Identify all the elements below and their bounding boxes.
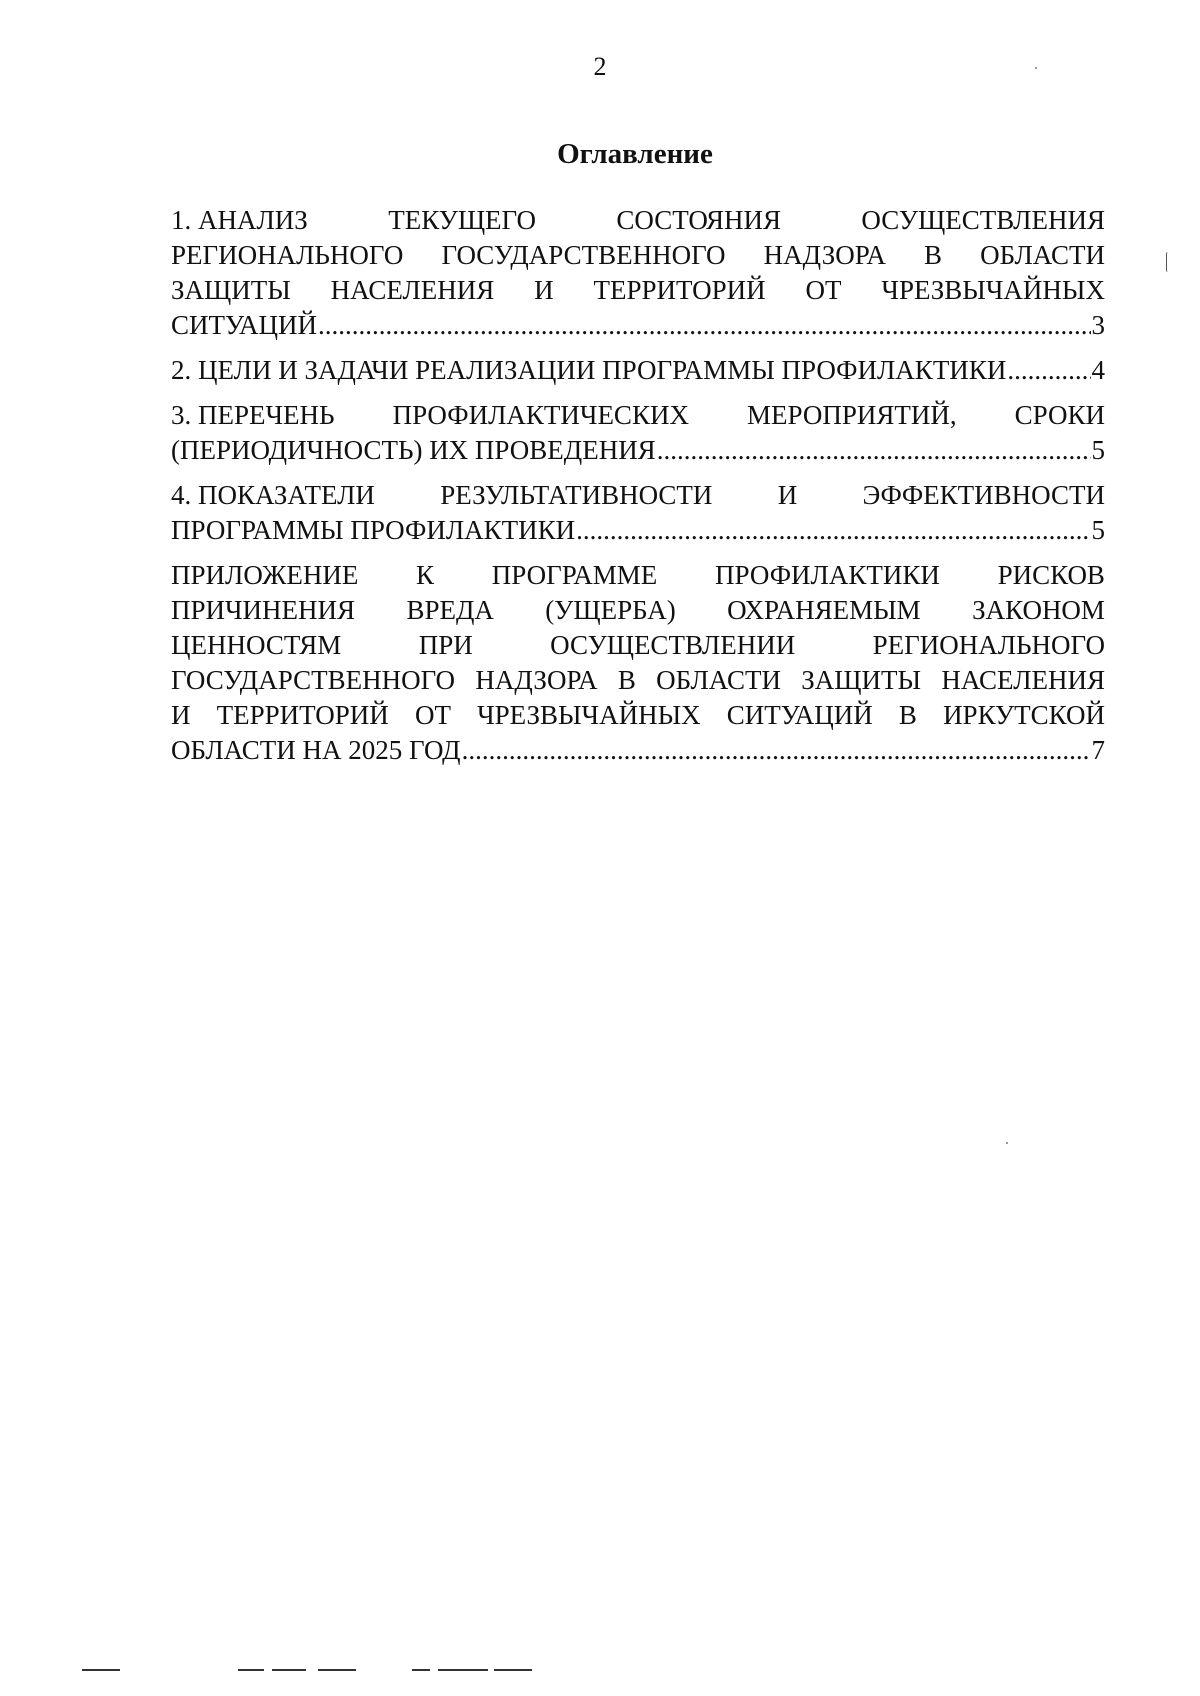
- toc-entry-text: 2. ЦЕЛИ И ЗАДАЧИ РЕАЛИЗАЦИИ ПРОГРАММЫ ПРОФИЛАКТИКИ: [171, 355, 1007, 385]
- toc-entry-line: [171, 558, 1105, 593]
- toc-entry-last-line: [171, 513, 1105, 548]
- dot-leader: [1007, 353, 1090, 388]
- toc-word: ПРОФИЛАКТИЧЕСКИХ: [392, 400, 689, 430]
- toc-entry-line: [171, 628, 1105, 663]
- toc-word: ТЕРРИТОРИЙ: [216, 700, 389, 730]
- toc-entry-text: СИТУАЦИЙ: [171, 310, 317, 340]
- toc-word: ПРИ: [418, 630, 473, 660]
- toc-word: РЕГИОНАЛЬНОГО: [171, 240, 404, 270]
- toc-word: ЦЕННОСТЯМ: [171, 630, 342, 660]
- toc-word: РЕГИОНАЛЬНОГО: [872, 630, 1105, 660]
- toc-word: ТЕКУЩЕГО: [388, 205, 536, 235]
- toc-word: СИТУАЦИЙ: [726, 700, 873, 730]
- toc-word: ОТ: [414, 700, 451, 730]
- dot-leader: [657, 433, 1091, 468]
- toc-page-number: 4: [1091, 355, 1105, 385]
- toc-word: ПРИЛОЖЕНИЕ: [171, 560, 359, 590]
- scan-margin-mark: [1166, 252, 1170, 272]
- toc-word: ЗАКОНОМ: [972, 595, 1105, 625]
- toc-word: В: [898, 700, 917, 730]
- toc-word: 3. ПЕРЕЧЕНЬ: [171, 400, 335, 430]
- scan-edge-mark: [412, 1669, 430, 1671]
- toc-entry: [171, 203, 1105, 343]
- toc-word: ОБЛАСТИ: [980, 240, 1105, 270]
- toc-entry-line: [171, 478, 1105, 513]
- toc-word: ЧРЕЗВЫЧАЙНЫХ: [881, 275, 1105, 305]
- dot-leader: [462, 733, 1091, 768]
- toc-word: ГОСУДАРСТВЕННОГО: [171, 665, 456, 695]
- toc-entry-text: ПРОГРАММЫ ПРОФИЛАКТИКИ: [171, 515, 576, 545]
- scan-speck: [1006, 1142, 1008, 1144]
- toc-word: К: [416, 560, 435, 590]
- toc-entry-last-line: [171, 353, 1105, 388]
- toc-entry: [171, 478, 1105, 548]
- toc-word: ЗАЩИТЫ: [171, 275, 291, 305]
- toc-word: ИРКУТСКОЙ: [943, 700, 1105, 730]
- toc-word: СОСТОЯНИЯ: [616, 205, 781, 235]
- toc-word: ОТ: [805, 275, 842, 305]
- toc-word: ПРОФИЛАКТИКИ: [715, 560, 940, 590]
- toc-entry-line: [171, 238, 1105, 273]
- toc-word: СРОКИ: [1014, 400, 1105, 430]
- toc-entry-last-line: [171, 733, 1105, 768]
- toc-entry: [171, 353, 1105, 388]
- toc-word: ОСУЩЕСТВЛЕНИИ: [550, 630, 796, 660]
- toc-entry-text: ОБЛАСТИ НА 2025 ГОД: [171, 735, 461, 765]
- toc-entry-line: [171, 273, 1105, 308]
- toc-word: В: [924, 240, 943, 270]
- toc-page-number: 3: [1091, 310, 1105, 340]
- dot-leader: [318, 308, 1091, 343]
- toc-word: РИСКОВ: [997, 560, 1105, 590]
- toc-word: В: [617, 665, 636, 695]
- toc-word: ВРЕДА: [406, 595, 494, 625]
- scan-edge-mark: [438, 1669, 488, 1671]
- toc-entry-last-line: [171, 308, 1105, 343]
- toc-word: ОБЛАСТИ: [656, 665, 781, 695]
- toc-entry-text: (ПЕРИОДИЧНОСТЬ) ИХ ПРОВЕДЕНИЯ: [171, 435, 656, 465]
- toc-word: (УЩЕРБА): [545, 595, 676, 625]
- toc-entry-line: [171, 663, 1105, 698]
- scan-edge-mark: [494, 1669, 532, 1671]
- toc-word: ПРИЧИНЕНИЯ: [171, 595, 356, 625]
- toc-entry: [171, 558, 1105, 768]
- toc-word: ЭФФЕКТИВНОСТИ: [862, 480, 1105, 510]
- toc-word: НАСЕЛЕНИЯ: [330, 275, 495, 305]
- scan-edge-mark: [82, 1669, 120, 1671]
- scan-edge-mark: [318, 1669, 356, 1671]
- toc-entry: [171, 398, 1105, 468]
- scan-edge-mark: [272, 1669, 306, 1671]
- toc-word: МЕРОПРИЯТИЙ,: [746, 400, 957, 430]
- toc-word: НАДЗОРА: [763, 240, 886, 270]
- page-number: 2: [593, 52, 607, 81]
- toc-word: 4. ПОКАЗАТЕЛИ: [171, 480, 375, 510]
- toc-entry-line: [171, 698, 1105, 733]
- dot-leader: [576, 513, 1090, 548]
- toc-word: И: [534, 275, 554, 305]
- toc-page-number: 5: [1091, 435, 1105, 465]
- toc-word: ТЕРРИТОРИЙ: [593, 275, 766, 305]
- toc-title: Оглавление: [557, 138, 713, 170]
- toc-entry-last-line: [171, 433, 1105, 468]
- toc-entry-line: [171, 398, 1105, 433]
- toc-word: И: [171, 700, 191, 730]
- table-of-contents: [171, 203, 1105, 778]
- toc-word: НАСЕЛЕНИЯ: [941, 665, 1105, 695]
- toc-entry-line: [171, 203, 1105, 238]
- scan-edge-mark: [238, 1669, 264, 1671]
- toc-word: ГОСУДАРСТВЕННОГО: [441, 240, 726, 270]
- toc-word: ПРОГРАММЕ: [491, 560, 658, 590]
- toc-word: ЧРЕЗВЫЧАЙНЫХ: [477, 700, 701, 730]
- toc-word: И: [777, 480, 798, 510]
- scan-speck: [1035, 67, 1037, 69]
- toc-word: РЕЗУЛЬТАТИВНОСТИ: [440, 480, 713, 510]
- toc-page-number: 5: [1091, 515, 1105, 545]
- toc-word: 1. АНАЛИЗ: [171, 205, 308, 235]
- toc-word: ОСУЩЕСТВЛЕНИЯ: [861, 205, 1105, 235]
- toc-word: ОХРАНЯЕМЫМ: [727, 595, 921, 625]
- toc-entry-line: [171, 593, 1105, 628]
- toc-word: НАДЗОРА: [475, 665, 598, 695]
- toc-word: ЗАЩИТЫ: [801, 665, 922, 695]
- toc-page-number: 7: [1091, 735, 1105, 765]
